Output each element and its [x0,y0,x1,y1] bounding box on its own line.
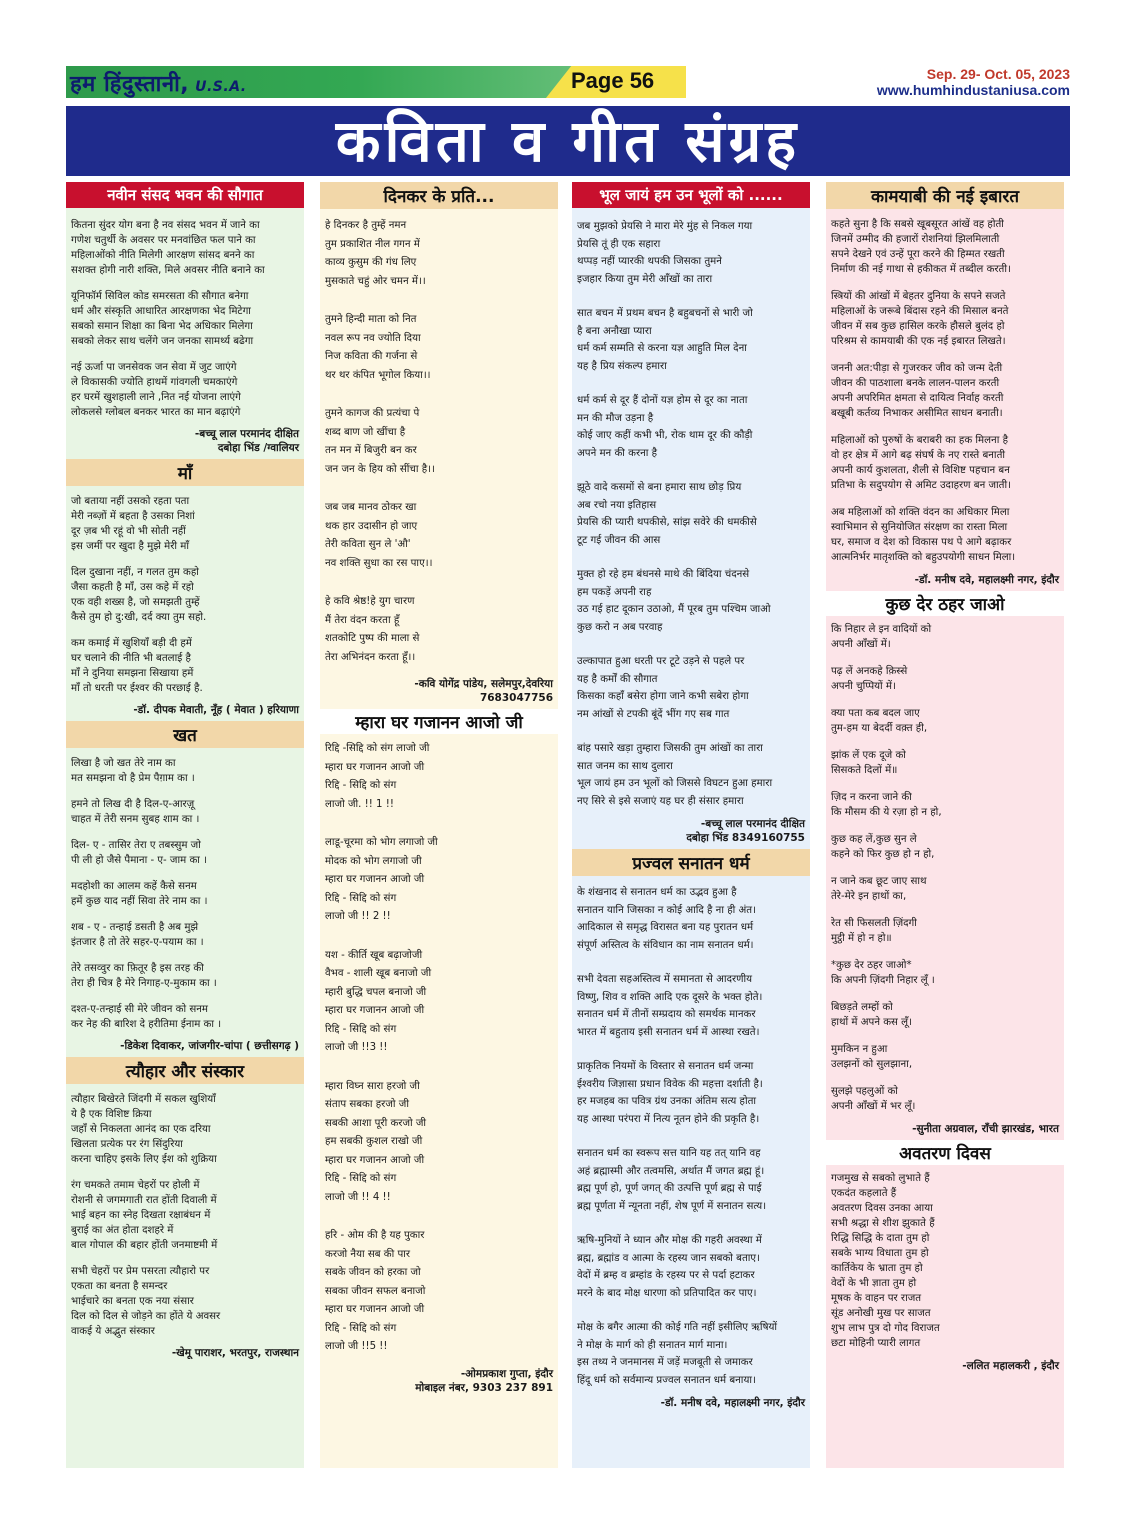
page-number: Page 56 [571,68,655,93]
poem-stanza: सभी देवता सहअस्तित्व में समानता से आदरणीय विष्णु, शिव व शक्ति आदि एक दूसरे के भक्त होते। सनातन धर्म में तीनों सम्प्रदाय को समर्थक मानकर भारत में बहुताय इसी सनातन धर्म में आस्था रखते। [577,974,763,1038]
poem-stanza: सुलझे पहलुओं को अपनी आँखों में भर लूँ। [831,1086,916,1112]
poem-author: -बच्चू लाल परमानंद दीक्षित दबोहा भिंड 8349160755 [686,818,805,844]
poem-author: -ओमप्रकाश गुप्ता, इंदौर मोबाइल नंबर, 9303 237 891 [415,1367,553,1394]
poem-stanza: महिलाओं को पुरुषों के बराबरी का हक मिलना है वो हर क्षेत्र में आगे बढ़ संघर्ष के नए रास्ते बनाती अपनी कार्य कुशलता, शैली से विशिष्ट पहचान बन प्रतिभा के सदुपयोग से अमिट उदाहरण बन जाती। [831,435,1011,491]
poem-stanza: पढ़ लें अनकहे क़िस्से अपनी चुप्पियों में। [831,666,908,692]
column-1 [66,182,304,1468]
brand-suffix: U.S.A. [195,79,247,95]
poem-author: -सुनीता अग्रवाल, राँची झारखंड, भारत [912,1123,1059,1135]
poem-stanza: हे कवि श्रेष्ठ!हे युग चारण मैं तेरा वंदन करता हूँ शतकोटि पुष्प की माला से तेरा अभिनंदन करता हूँ।। [325,596,420,663]
poem-stanza: तुमने हिन्दी माता को नित नवल रूप नव ज्योति दिया निज कविता की गर्जना से थर थर कंपित भूगोल किया।। [325,314,431,381]
brand-title: हम हिंदुस्तानी, [70,72,190,97]
poem-stanza: शब - ए - तन्हाई डसती है अब मुझे इंतजार है तो तेरे सहर-ए-पयाम का । [71,922,204,948]
poem-stanza: प्राकृतिक नियमों के विस्तार से सनातन धर्म जन्मा ईश्वरीय जिज्ञासा प्रधान विवेक की महत्ता दर्शाती है। हर मजहब का पवित्र ग्रंथ उनका अंतिम सत्य होता यह आस्था परंपरा में नित्य नूतन होने की प्रकृति है। [577,1061,763,1125]
poem-stanza: हमने तो लिख दी है दिल-ए-आरज़ू चाहत में तेरी सनम सुबह शाम का । [71,799,200,825]
site-url[interactable]: www.humhindustaniusa.com [876,82,1070,98]
issue-date: Sep. 29- Oct. 05, 2023 [926,66,1070,82]
poem-title: त्यौहार और संस्कार [66,1057,304,1084]
poem-stanza: सात बचन में प्रथम बचन है बहुबचनों से भारी जो है बना अनौखा प्यारा धर्म कर्म सम्मति से करना यज्ञ आहुति मिल देना यह है प्रिय संकल्प हमारा [577,308,753,372]
poem-stanza: दश्त-ए-तन्हाई सी मेरे जीवन को सनम कर नेह की बारिश दे हरीतिमा ईनाम का । [71,1004,222,1030]
poem-stanza: म्हारा विघ्न सारा हरजो जी संताप सबका हरजो जी सबकी आशा पूरी करजो जी हम सबकी कुशल राखो जी म्हारा घर गजानन आजो जी रिद्दि - सिद्दि को संग लाजो जी !! 4 !! [325,1080,427,1203]
poem-title: माँ [66,459,304,486]
poem-stanza: रिद्दि -सिद्दि को संग लाजो जी म्हारा घर गजानन आजो जी रिद्दि - सिद्दि को संग लाजो जी. !! 1 !! [325,743,430,810]
poem-stanza: मुमकिन न हुआ उलझनों को सुलझाना, [831,1044,913,1070]
poem-author: -खेमू पाराशर, भरतपुर, राजस्थान [171,1347,299,1359]
poem-stanza: दिल दुखाना नहीं, न गलत तुम कहो जैसा कहती है माँ, उस कहे में रहो एक वही शख्स है, जो समझती तुम्हें कैसे तुम हो दु:खी, दर्द क्या तुम सहो. [71,567,207,623]
poem-title: अवतरण दिवस [826,1140,1064,1165]
column-3 [572,182,810,1468]
poem-stanza: यूनिफॉर्म सिविल कोड समरसता की सौगात बनेगा धर्म और संस्कृति आधारित आरक्षणका भेद मिटेगा सबको समान शिक्षा का बिना भेद अधिकार मिलेगा सबको लेकर साथ चलेंगे जन जनका सामर्थ्य बढेगा [71,291,254,347]
poem-author: -डॉ. दीपक मेवाती, नूँह ( मेवात ) हरियाणा [133,704,299,716]
column-4 [826,182,1064,1468]
poem-stanza: न जाने कब छूट जाए साथ तेरे-मेरे इन हाथों का, [831,876,927,902]
poem-stanza: रेत सी फिसलती ज़िंदगी मुट्ठी में हो न हो॥ [831,918,917,944]
poem-stanza: जब मुझको प्रेयसि ने मारा मेरे मुंह से निकल गया प्रेयसि तूं ही एक सहारा थप्पड़ नहीं प्यारकी थपकी जिसका तुमने इजहार किया तुम मेरी आँखों का तारा [577,221,753,285]
poem-stanza: झूठे वादे कसमों से बना हमारा साथ छोड़ प्रिय अब रचो नया इतिहास प्रेयसि की प्यारी थपकीसे, सांझ सवेरे की धमकीसे टूट गई जीवन की आस [577,482,757,546]
poem-stanza: मुक्त हो रहे हम बंधनसे माथे की बिंदिया चंदनसे हम पकड़ें अपनी राह उठ गई हाट दूकान उठाओ, मैं पूरब तुम पश्चिम जाओ कुछ करो न अब परवाह [577,569,771,633]
section-headline: कविता व गीत संग्रह [66,106,1070,176]
poem-title: दिनकर के प्रति... [320,182,558,209]
poem-stanza: अब महिलाओं को शक्ति वंदन का अधिकार मिला स्वाभिमान से सुनियोजित संरक्षण का रास्ता मिला घर, समाज व देश को विकास पथ पे आगे बढ़ाकर आत्मनिर्भर मातृशक्ति को बहुउपयोगी साधन मिला। [831,507,1016,563]
poem-stanza: गजमुख से सबको लुभाते हैं एकदंत कहलाते हैं अवतरण दिवस उनका आया सभी श्रद्धा से शीश झुकाते हैं रिद्धि सिद्धि के दाता तुम हो सबके भाग्य विधाता तुम हो कार्तिकेय के भ्राता तुम हो वेदों के भी ज्ञाता तुम हो मूषक के वाहन पर राजत सूंड अनोखी मुख पर साजत शुभ लाभ पुत्र दो गोद विराजत छटा मोहिनी प्यारी लागत [831,1173,940,1349]
poem-stanza: बिछड़ते लम्हों को हाथों में अपने कस लूँ। [831,1002,912,1028]
poem-stanza: लाडू-चूरमा को भोग लगाजो जी मोदक को भोग लगाजो जी म्हारा घर गजानन आजो जी रिद्दि - सिद्दि को संग लाजो जी !! 2 !! [325,837,438,922]
poem-stanza: तुमने कागज की प्रत्यंचा पे शब्द बाण जो खींचा है तन मन में बिजुरी बन कर जन जन के हिय को सींचा है।। [325,408,435,475]
poem-title: कामयाबी की नई इबारत [826,182,1064,209]
poem-stanza: सभी चेहरों पर प्रेम पसरता त्यौहारो पर एकता का बनता है समन्दर भाईचारे का बनता एक नया संसार दिल को दिल से जोड़ने का होंते ये अवसर वाकई ये अद्भुत संस्कार [71,1266,221,1337]
poem-stanza: कहते सुना है कि सबसे खूबसूरत आंखें वह होती जिनमें उम्मीद की हजारों रोशनियां झिलमिलाती सपने देखने एवं उन्हें पूरा करने की हिम्मत रखती निर्माण की नई गाथा से हकीकत में तब्दील करती। [831,219,1011,275]
poem-stanza: ऋषि-मुनियों ने ध्यान और मोक्ष की गहरी अवस्था में ब्रह्म, ब्रह्मांड व आत्मा के रहस्य जान सबको बताए। वेदों में ब्रम्ह व ब्रम्हांड के रहस्य पर से पर्दा हटाकर मरने के बाद मोक्ष धारणा को प्रतिपादित कर पाए। [577,1235,762,1299]
poem-stanza: *कुछ देर ठहर जाओ* कि अपनी ज़िंदगी निहार लूँ । [831,960,935,986]
poem-stanza: मोक्ष के बगैर आत्मा की कोई गति नहीं इसीलिए ऋषियों ने मोक्ष के मार्ग को ही सनातन मार्ग माना। इस तथ्य ने जनमानस में जड़ें मजबूती से जमाकर हिंदू धर्म को सर्वमान्य प्रज्वल सनातन धर्म बनाया। [577,1322,778,1386]
poem-stanza: कि निहार ले इन वादियों को अपनी आँखों में। [831,624,932,650]
masthead [66,66,1070,100]
brand-name [70,68,247,98]
poem-stanza: रंग चमकते तमाम चेहरों पर होली में रोशनी से जगमगाती रात होंती दिवाली में भाई बहन का स्नेह दिखता रक्षाबंधन में बुराई का अंत होता दशहरे में बाल गोपाल की बहार होंती जनमाष्टमी में [71,1180,218,1251]
poem-author: -डॉ. मनीष दवे, महालक्ष्मी नगर, इंदौर [660,1397,805,1409]
poem-stanza: कितना सुंदर योग बना है नव संसद भवन में जाने का गणेश चतुर्थी के अवसर पर मनवांछित फल पाने का महिलाओंको नीति मिलेगी आरक्षण सांसद बनने का सशक्त होगी नारी शक्ति, मिले अवसर नीति बनाने का [71,220,265,276]
poem-stanza: त्यौहार बिखेरते जिंदगी में सकल खुशियाँ ये है एक विशिष्ट क्रिया जहाँ से निकलता आनंद का एक दरिया खिलता प्रत्येक पर रंग सिंदुरिया करना चाहिए इसके लिए ईश को शुक्रिया [71,1094,217,1165]
poem-stanza: हरि - ओम की है यह पुकार करजो नैया सब की पार सबके जीवन को हरका जो सबका जीवन सफल बनाजो म्हारा घर गजानन आजो जी रिद्दि - सिद्दि को संग लाजो जी !!5 !! [325,1230,426,1352]
poem-stanza: के शंखनाद से सनातन धर्म का उद्भव हुआ है सनातन यानि जिसका न कोई आदि है ना ही अंत। आदिकाल से समृद्ध विरासत बना यह पुरातन धर्म संपूर्ण अस्तित्व के संविधान का नाम सनातन धर्म। [577,887,756,951]
poem-stanza: जो बताया नहीं उसको रहता पता मेरी नब्ज़ों में बहता है उसका निशां दूर ज़ब भी रहूं वो भी सोती नहीं इस जमीं पर खुदा है मुझे मेरी माँ [71,496,195,552]
poem-stanza: झांक लें एक दूजे को सिसकते दिलों में॥ [831,750,906,776]
poem-stanza: उल्कापात हुआ धरती पर टूटे उड़ने से पहले पर यह है कर्मों की सौगात किसका कहाँ बसेरा होगा जाने कभी सबेरा होगा नम आंखों से टपकी बूंदें भींग गए सब गात [577,656,749,720]
poem-title: म्हारा घर गजानन आजो जी [320,709,558,734]
poem-author: -डॉ. मनीष दवे, महालक्ष्मी नगर, इंदौर [914,574,1059,586]
poem-title: खत [66,721,304,748]
poem-author: -डिकेश दिवाकर, जांजगीर-चांपा ( छत्तीसगढ़ ) [120,1040,299,1052]
poem-author: -बच्चू लाल परमानंद दीक्षित दबोहा भिंड /ग्वालियर [194,428,299,454]
poem-stanza: कुछ कह लें,कुछ सुन ले कहने को फिर कुछ हो न हो, [831,834,935,860]
poem-stanza: सनातन धर्म का स्वरूप सत्त यानि यह तत् यानि वह अहं ब्रह्मास्मी और तत्वमसि, अर्थात मैं जगत ब्रह्म हूं। ब्रह्म पूर्ण हो, पूर्ण जगत् की उत्पत्ति पूर्ण ब्रह्म से पाई ब्रह्म पूर्णता में न्यूनता नहीं, शेष पूर्ण में सनातन सत्य। [577,1148,767,1212]
poem-stanza: दिल- ए - तासिर तेरा ए तबस्सुम जो पी ली हो जैसे पैमाना - ए- जाम का । [71,840,208,866]
poem-stanza: मदहोशी का आलम कहें कैसे सनम हमें कुछ याद नहीं सिवा तेरे नाम का । [71,881,208,907]
poem-stanza: नई ऊर्जा पा जनसेवक जन सेवा में जुट जाएंगे ले विकासकी ज्योति हाथमें गांवगली चमकाएंगे हर घरमें खुशहाली लाने ,नित नई योजना लाएंगे लोकलसे ग्लोबल बनकर भारत का मान बढ़ाएंगे [71,362,241,418]
poem-stanza: बांह पसारे खड़ा तुम्हारा जिसकी तुम आंखों का तारा सात जनम का साथ दुलारा भूल जायं हम उन भूलों को जिससे विघटन हुआ हमारा नए सिरे से इसे सजाएं यह घर ही संसार हमारा [577,743,773,807]
poem-author: -ललित महालकरी , इंदौर [962,1360,1059,1372]
poem-title: नवीन संसद भवन की सौगात [66,182,304,208]
poem-stanza: तेरे तसव्वुर का फ़ितूर है इस तरह की तेरा ही चित्र है मेरे निगाह-ए-मुकाम का । [71,963,217,989]
poem-author: -कवि योगेंद्र पांडेय, सलेमपुर,देवरिया 7683047756 [414,678,553,704]
poem-stanza: कम कमाई में खुशियाँ बड़ी दी हमें घर चलाने की नीति भी बतलाई है माँ ने दुनिया समझना सिखाया हमें माँ तो धरती पर ईश्वर की परछाई है. [71,638,203,694]
poem-title: भूल जायं हम उन भूलों को ...... [572,182,810,208]
poem-stanza: स्त्रियों की आंखों में बेहतर दुनिया के सपने सजते महिलाओं के जरूबे बिंदास रहने की मिसाल बनते जीवन में सब कुछ हासिल करके हौसले बुलंद हो परिश्रम से कामयाबी की एक नई इबारत लिखते। [831,291,1009,347]
poem-stanza: हे दिनकर है तुम्हें नमन तुम प्रकाशित नील गगन में काव्य कुसुम की गंध लिए मुसकाते चहुं ओर चमन में।। [325,220,426,287]
poem-stanza: लिखा है जो खत तेरे नाम का मत समझना वो है प्रेम पैग़ाम का । [71,758,195,784]
poem-stanza: धर्म कर्म से दूर हैं दोनों यज्ञ होम से दूर का नाता मन की मौज उड़ना है कोई जाए कहीं कभी भी, रोक थाम दूर की कौड़ी अपने मन की करना है [577,395,753,459]
poem-stanza: जननी अत:पीड़ा से गुजरकर जीव को जन्म देती जीवन की पाठशाला बनके लालन-पालन करती अपनी अपरिमित क्षमता से दायित्व निर्वाह करती बखूबी कर्तव्य निभाकर असीमित साधन बनाती। [831,363,1004,419]
poem-stanza: जब जब मानव ठोकर खा थक हार उदासीन हो जाए तेरी कविता सुन ले 'औ' नव शक्ति सुधा का रस पाए।। [325,502,433,569]
poem-stanza: यश - कीर्ति खूब बढ़ाजोजी वैभव - शाली खूब बनाजो जी म्हारी बुद्धि चपल बनाजो जी म्हारा घर गजानन आजो जी रिद्दि - सिद्दि को संग लाजो जी !!3 !! [325,949,432,1053]
poem-title: कुछ देर ठहर जाओ [826,591,1064,616]
poem-stanza: ज़िद न करना जाने की कि मौसम की ये रज़ा हो न हो, [831,792,942,818]
poem-title: प्रज्वल सनातन धर्म [572,849,810,876]
column-2 [320,182,558,1468]
poem-stanza: क्या पता कब बदल जाए तुम-हम या बेदर्दी वक़्त ही, [831,708,928,734]
